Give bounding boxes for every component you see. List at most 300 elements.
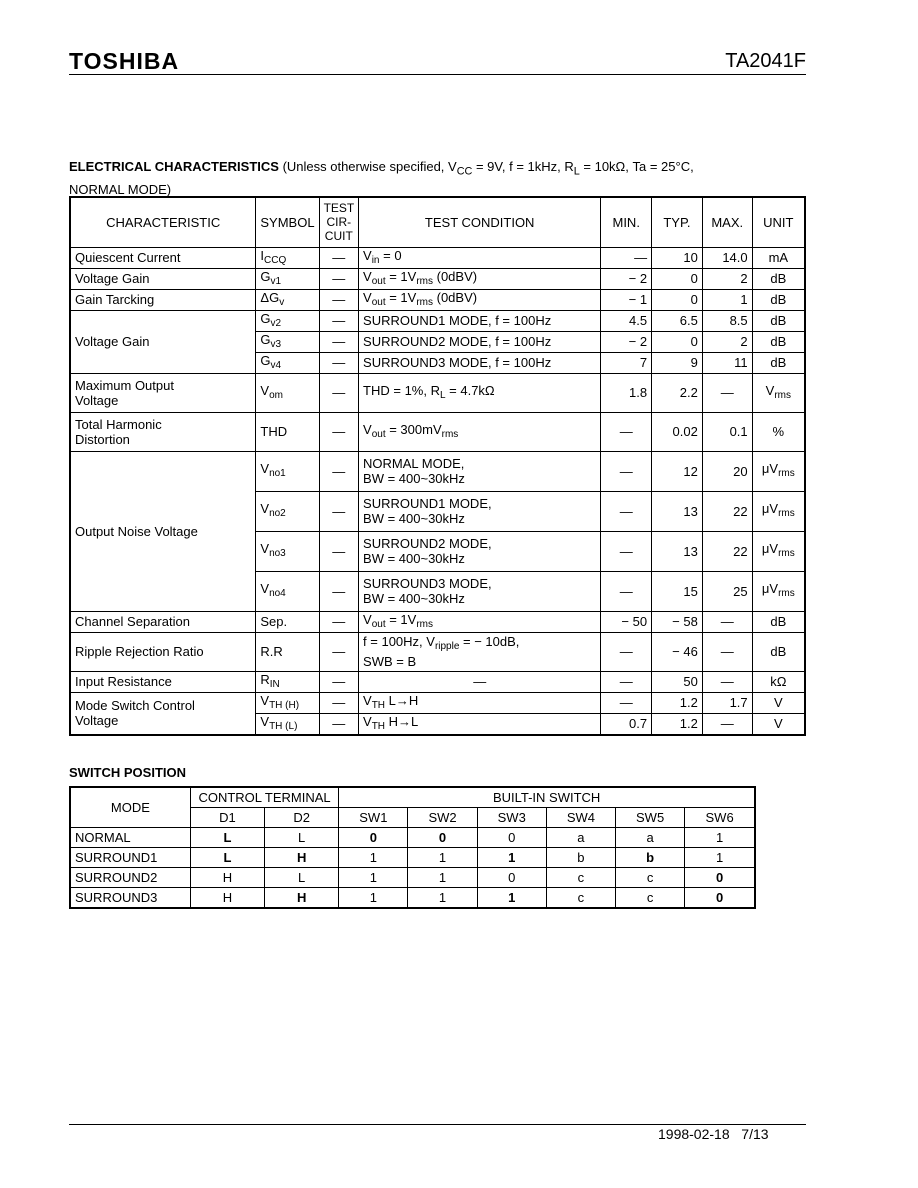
switch-header-row (70, 787, 755, 808)
symbol (256, 331, 319, 352)
cond-line-1: SURROUND2 MODE, (363, 536, 492, 551)
electrical-characteristics-table (69, 196, 806, 736)
test-circuit: — (319, 692, 358, 713)
char-name-2: Voltage (75, 392, 119, 408)
test-condition (359, 571, 601, 611)
footer-page: 7/13 (741, 1126, 769, 1142)
max: 22 (702, 491, 752, 531)
min: − 1 (601, 289, 652, 310)
col-sw3: SW3 (477, 808, 546, 828)
row-channel-separation (70, 611, 805, 632)
symbol-sub: v1 (270, 275, 282, 287)
col-min: MIN. (601, 197, 652, 247)
col-test-circuit: TEST CIR-CUIT (319, 197, 358, 247)
typ: − 58 (652, 611, 703, 632)
symbol-main: V (260, 581, 270, 596)
switch-position-table (69, 786, 756, 909)
test-circuit: — (319, 611, 358, 632)
test-circuit: — (319, 713, 358, 735)
unit: dB (752, 268, 805, 289)
min: — (601, 531, 652, 571)
symbol-sub: v3 (270, 338, 282, 350)
cond-mid: = 1V (385, 611, 417, 627)
cond-main: THD = 1%, R (363, 382, 440, 398)
cell-sw4: c (546, 868, 615, 888)
cond-sub2: rms (416, 275, 433, 287)
cond-line-1: NORMAL MODE, (363, 456, 465, 471)
symbol: THD (256, 412, 319, 451)
symbol-main: V (260, 713, 270, 729)
unit: dB (752, 632, 805, 671)
cond-line-1: SURROUND1 MODE, (363, 496, 492, 511)
test-circuit: — (319, 531, 358, 571)
symbol (256, 571, 319, 611)
cond-line-2: BW = 400~30kHz (363, 471, 465, 486)
cond-sub: out (371, 275, 386, 287)
max: 2 (702, 331, 752, 352)
unit (752, 451, 805, 491)
cond-line-2: BW = 400~30kHz (363, 511, 465, 526)
symbol-sub: no3 (269, 548, 286, 559)
symbol (256, 289, 319, 310)
test-circuit: — (319, 671, 358, 692)
unit: kΩ (752, 671, 805, 692)
symbol-sub: IN (269, 678, 280, 690)
max: 25 (702, 571, 752, 611)
ec-cond-vcc-sub: CC (456, 165, 473, 178)
test-condition (359, 531, 601, 571)
max: — (702, 713, 752, 735)
cond-sub: TH (371, 699, 386, 711)
test-circuit: — (319, 247, 358, 268)
max: 8.5 (702, 310, 752, 331)
switch-row-normal (70, 828, 755, 848)
cell-sw2: 1 (408, 848, 477, 868)
cell-d1: H (190, 888, 264, 909)
test-condition: SURROUND2 MODE, f = 100Hz (359, 331, 601, 352)
cond-tail: = − 10dB, (459, 634, 520, 649)
cond-sub: out (371, 428, 386, 440)
test-condition (359, 713, 601, 735)
test-circuit: — (319, 373, 358, 412)
row-input-resistance (70, 671, 805, 692)
test-condition: SURROUND3 MODE, f = 100Hz (359, 352, 601, 373)
test-condition (359, 692, 601, 713)
typ: 12 (652, 451, 703, 491)
cond-tail: = 0 (379, 247, 402, 263)
max: 0.1 (702, 412, 752, 451)
cell-sw6: 1 (685, 848, 755, 868)
cond-sub: TH (371, 720, 386, 732)
col-unit: UNIT (752, 197, 805, 247)
cell-d1: H (190, 868, 264, 888)
char-name-1: Total Harmonic (75, 416, 162, 432)
cond-main: V (363, 421, 372, 437)
min: − 50 (601, 611, 652, 632)
test-condition (359, 247, 601, 268)
min: — (601, 671, 652, 692)
cond-tail: (0dBV) (433, 289, 478, 305)
typ: 10 (652, 247, 703, 268)
test-circuit: — (319, 268, 358, 289)
test-condition (359, 412, 601, 451)
ec-cond-1b: = 9V, f = 1kHz, R (472, 159, 574, 174)
col-d2: D2 (265, 808, 339, 828)
symbol-main: G (260, 331, 271, 347)
test-circuit: — (319, 451, 358, 491)
unit-sub: rms (778, 588, 795, 599)
cell-d2: H (265, 888, 339, 909)
char-name: Voltage Gain (70, 310, 256, 373)
cond-main: V (363, 289, 372, 305)
cond-sub2: rms (441, 428, 459, 440)
test-condition (359, 451, 601, 491)
header-rule (69, 74, 806, 75)
unit: V (752, 713, 805, 735)
min: 7 (601, 352, 652, 373)
row-voltage-gain (70, 268, 805, 289)
unit-main: μV (761, 581, 779, 596)
mode-name: SURROUND1 (70, 848, 190, 868)
min: — (601, 451, 652, 491)
cond-line-2: BW = 400~30kHz (363, 591, 465, 606)
typ: 0 (652, 289, 703, 310)
row-quiescent-current (70, 247, 805, 268)
unit: dB (752, 289, 805, 310)
symbol-sub: v (279, 296, 285, 308)
test-condition (359, 491, 601, 531)
row-vno1 (70, 451, 805, 491)
unit-main: μV (761, 501, 779, 516)
symbol (256, 373, 319, 412)
max: 20 (702, 451, 752, 491)
min: − 2 (601, 268, 652, 289)
ec-cond-1: (Unless otherwise specified, V (282, 159, 457, 174)
col-sw5: SW5 (616, 808, 685, 828)
cell-sw1: 1 (339, 868, 408, 888)
ec-cond-1c: = 10kΩ, Ta = 25°C, (579, 159, 694, 174)
symbol-sub: no4 (269, 588, 286, 599)
cond-sub: L (439, 389, 446, 401)
switch-row-surround1 (70, 848, 755, 868)
test-condition (359, 289, 601, 310)
footer-rule (69, 1124, 806, 1125)
cell-d2: L (265, 828, 339, 848)
switch-row-surround3 (70, 888, 755, 909)
symbol-main: V (260, 541, 270, 556)
col-typ: TYP. (652, 197, 703, 247)
col-sw6: SW6 (685, 808, 755, 828)
char-name: Gain Tarcking (70, 289, 256, 310)
cell-d1: L (190, 848, 264, 868)
cond-main: V (363, 247, 372, 263)
unit-main: μV (761, 541, 779, 556)
cond-tail: = 4.7kΩ (445, 382, 495, 398)
symbol (256, 310, 319, 331)
char-name (70, 412, 256, 451)
cond-tail: H→L (385, 713, 419, 729)
typ: 6.5 (652, 310, 703, 331)
ec-cond-2: NORMAL MODE) (69, 181, 172, 197)
char-name-1: Mode Switch Control (75, 698, 195, 713)
typ: − 46 (652, 632, 703, 671)
cond-main: V (363, 611, 372, 627)
test-circuit: — (319, 331, 358, 352)
footer-date: 1998-02-18 (658, 1126, 730, 1142)
test-circuit: — (319, 632, 358, 671)
symbol-sub: v4 (270, 359, 282, 371)
unit: V (752, 692, 805, 713)
unit-sub: rms (774, 389, 791, 401)
cond-sub: out (371, 618, 386, 630)
symbol-sub: CCQ (264, 254, 287, 266)
unit-main: V (765, 382, 775, 398)
col-max: MAX. (702, 197, 752, 247)
switch-row-surround2 (70, 868, 755, 888)
symbol (256, 451, 319, 491)
test-circuit: — (319, 571, 358, 611)
min: 0.7 (601, 713, 652, 735)
max: — (702, 611, 752, 632)
unit: % (752, 412, 805, 451)
max: 1.7 (702, 692, 752, 713)
min: — (601, 632, 652, 671)
footer (658, 1126, 769, 1142)
min: — (601, 491, 652, 531)
max: — (702, 373, 752, 412)
test-condition: SURROUND1 MODE, f = 100Hz (359, 310, 601, 331)
switch-section-title: SWITCH POSITION (69, 765, 186, 780)
col-symbol: SYMBOL (256, 197, 319, 247)
typ: 1.2 (652, 692, 703, 713)
unit: mA (752, 247, 805, 268)
test-condition (359, 268, 601, 289)
ec-section-title (69, 158, 694, 198)
typ: 0 (652, 268, 703, 289)
row-max-output-voltage (70, 373, 805, 412)
unit-sub: rms (778, 548, 795, 559)
typ: 13 (652, 491, 703, 531)
cell-sw3: 1 (477, 888, 546, 909)
char-name-1: Maximum Output (75, 377, 174, 393)
cond-line-2: BW = 400~30kHz (363, 551, 465, 566)
test-circuit: — (319, 491, 358, 531)
cond-mid: = 300mV (385, 421, 442, 437)
col-d1: D1 (190, 808, 264, 828)
unit (752, 373, 805, 412)
cell-sw1: 1 (339, 888, 408, 909)
cond-sub2: rms (416, 296, 433, 308)
test-circuit: — (319, 310, 358, 331)
max: 2 (702, 268, 752, 289)
typ: 0.02 (652, 412, 703, 451)
max: — (702, 671, 752, 692)
cell-sw1: 1 (339, 848, 408, 868)
cell-sw6: 0 (685, 868, 755, 888)
cell-sw4: a (546, 828, 615, 848)
symbol-main: V (260, 692, 270, 708)
col-sw2: SW2 (408, 808, 477, 828)
cell-sw2: 0 (408, 828, 477, 848)
brand-logo: TOSHIBA (69, 48, 180, 74)
max: 22 (702, 531, 752, 571)
cell-sw2: 1 (408, 868, 477, 888)
symbol: R.R (256, 632, 319, 671)
symbol-sub: TH (H) (269, 699, 300, 711)
cond-main: V (363, 268, 372, 284)
cell-d2: L (265, 868, 339, 888)
cell-sw3: 0 (477, 828, 546, 848)
symbol-main: G (260, 310, 271, 326)
symbol-main: G (260, 352, 271, 368)
symbol (256, 268, 319, 289)
char-name-2: Voltage (75, 713, 119, 728)
cond-sub2: rms (416, 618, 433, 630)
unit: dB (752, 352, 805, 373)
mode-name: SURROUND3 (70, 888, 190, 909)
col-sw4: SW4 (546, 808, 615, 828)
cond-main: f = 100Hz, V (363, 634, 435, 649)
char-name (70, 373, 256, 412)
cell-sw4: c (546, 888, 615, 909)
test-condition (359, 611, 601, 632)
typ: 15 (652, 571, 703, 611)
unit: dB (752, 310, 805, 331)
symbol-main: G (260, 268, 271, 284)
cell-sw5: b (616, 848, 685, 868)
char-name: Channel Separation (70, 611, 256, 632)
max: 11 (702, 352, 752, 373)
symbol (256, 671, 319, 692)
min: — (601, 247, 652, 268)
cell-sw6: 0 (685, 888, 755, 909)
symbol-sub: no1 (269, 468, 286, 479)
mode-name: SURROUND2 (70, 868, 190, 888)
unit: dB (752, 331, 805, 352)
typ: 2.2 (652, 373, 703, 412)
test-circuit: — (319, 289, 358, 310)
col-control-terminal: CONTROL TERMINAL (190, 787, 338, 808)
cond-tail: L→H (385, 692, 419, 708)
test-condition (359, 373, 601, 412)
cond-mid: = 1V (385, 289, 417, 305)
cell-sw5: c (616, 868, 685, 888)
symbol: Sep. (256, 611, 319, 632)
col-builtin-switch: BUILT-IN SWITCH (339, 787, 755, 808)
max: — (702, 632, 752, 671)
symbol-sub: om (269, 389, 283, 401)
mode-name: NORMAL (70, 828, 190, 848)
test-condition (359, 632, 601, 671)
symbol (256, 692, 319, 713)
cell-d1: L (190, 828, 264, 848)
symbol-main: V (260, 501, 270, 516)
min: − 2 (601, 331, 652, 352)
unit-sub: rms (778, 468, 795, 479)
cond-main: V (363, 692, 372, 708)
min: 4.5 (601, 310, 652, 331)
min: — (601, 412, 652, 451)
unit (752, 571, 805, 611)
symbol (256, 713, 319, 735)
cond-sub: in (371, 254, 380, 266)
typ: 13 (652, 531, 703, 571)
char-name-2: Distortion (75, 431, 130, 447)
col-test-condition: TEST CONDITION (359, 197, 601, 247)
cell-sw5: c (616, 888, 685, 909)
typ: 50 (652, 671, 703, 692)
symbol-main: V (260, 461, 270, 476)
typ: 0 (652, 331, 703, 352)
cond-mid: = 1V (385, 268, 417, 284)
char-name (70, 692, 256, 735)
cell-sw2: 1 (408, 888, 477, 909)
symbol-main: V (260, 382, 270, 398)
symbol-sub: TH (L) (269, 720, 298, 732)
symbol-main: I (260, 247, 265, 263)
symbol-main: ΔG (260, 289, 280, 305)
cell-sw4: b (546, 848, 615, 868)
row-ripple-rejection (70, 632, 805, 671)
max: 14.0 (702, 247, 752, 268)
col-characteristic: CHARACTERISTIC (70, 197, 256, 247)
cond-sub: ripple (434, 641, 460, 652)
char-name: Input Resistance (70, 671, 256, 692)
col-mode: MODE (70, 787, 190, 828)
cell-sw1: 0 (339, 828, 408, 848)
symbol-sub: v2 (270, 317, 282, 329)
cond-sub: out (371, 296, 386, 308)
unit: dB (752, 611, 805, 632)
unit-main: μV (761, 461, 779, 476)
test-circuit: — (319, 352, 358, 373)
typ: 1.2 (652, 713, 703, 735)
symbol (256, 491, 319, 531)
char-name: Voltage Gain (70, 268, 256, 289)
test-condition: — (359, 671, 601, 692)
char-name: Output Noise Voltage (70, 451, 256, 611)
cell-sw3: 0 (477, 868, 546, 888)
ec-cond-rl-sub: L (573, 165, 580, 178)
ec-header-row (70, 197, 805, 247)
cell-sw6: 1 (685, 828, 755, 848)
cond-line-2: SWB = B (363, 654, 417, 669)
cond-line-1: SURROUND3 MODE, (363, 576, 492, 591)
ec-title-bold: ELECTRICAL CHARACTERISTICS (69, 159, 279, 174)
char-name: Ripple Rejection Ratio (70, 632, 256, 671)
symbol (256, 531, 319, 571)
cell-d2: H (265, 848, 339, 868)
row-vth-h (70, 692, 805, 713)
cond-main: V (363, 713, 372, 729)
part-number: TA2041F (725, 50, 806, 72)
unit (752, 491, 805, 531)
min: 1.8 (601, 373, 652, 412)
max: 1 (702, 289, 752, 310)
min: — (601, 692, 652, 713)
unit-sub: rms (778, 508, 795, 519)
symbol (256, 247, 319, 268)
min: — (601, 571, 652, 611)
cond-tail: (0dBV) (433, 268, 478, 284)
cell-sw3: 1 (477, 848, 546, 868)
test-circuit: — (319, 412, 358, 451)
typ: 9 (652, 352, 703, 373)
row-gv2 (70, 310, 805, 331)
char-name: Quiescent Current (70, 247, 256, 268)
row-gain-tracking (70, 289, 805, 310)
row-thd (70, 412, 805, 451)
